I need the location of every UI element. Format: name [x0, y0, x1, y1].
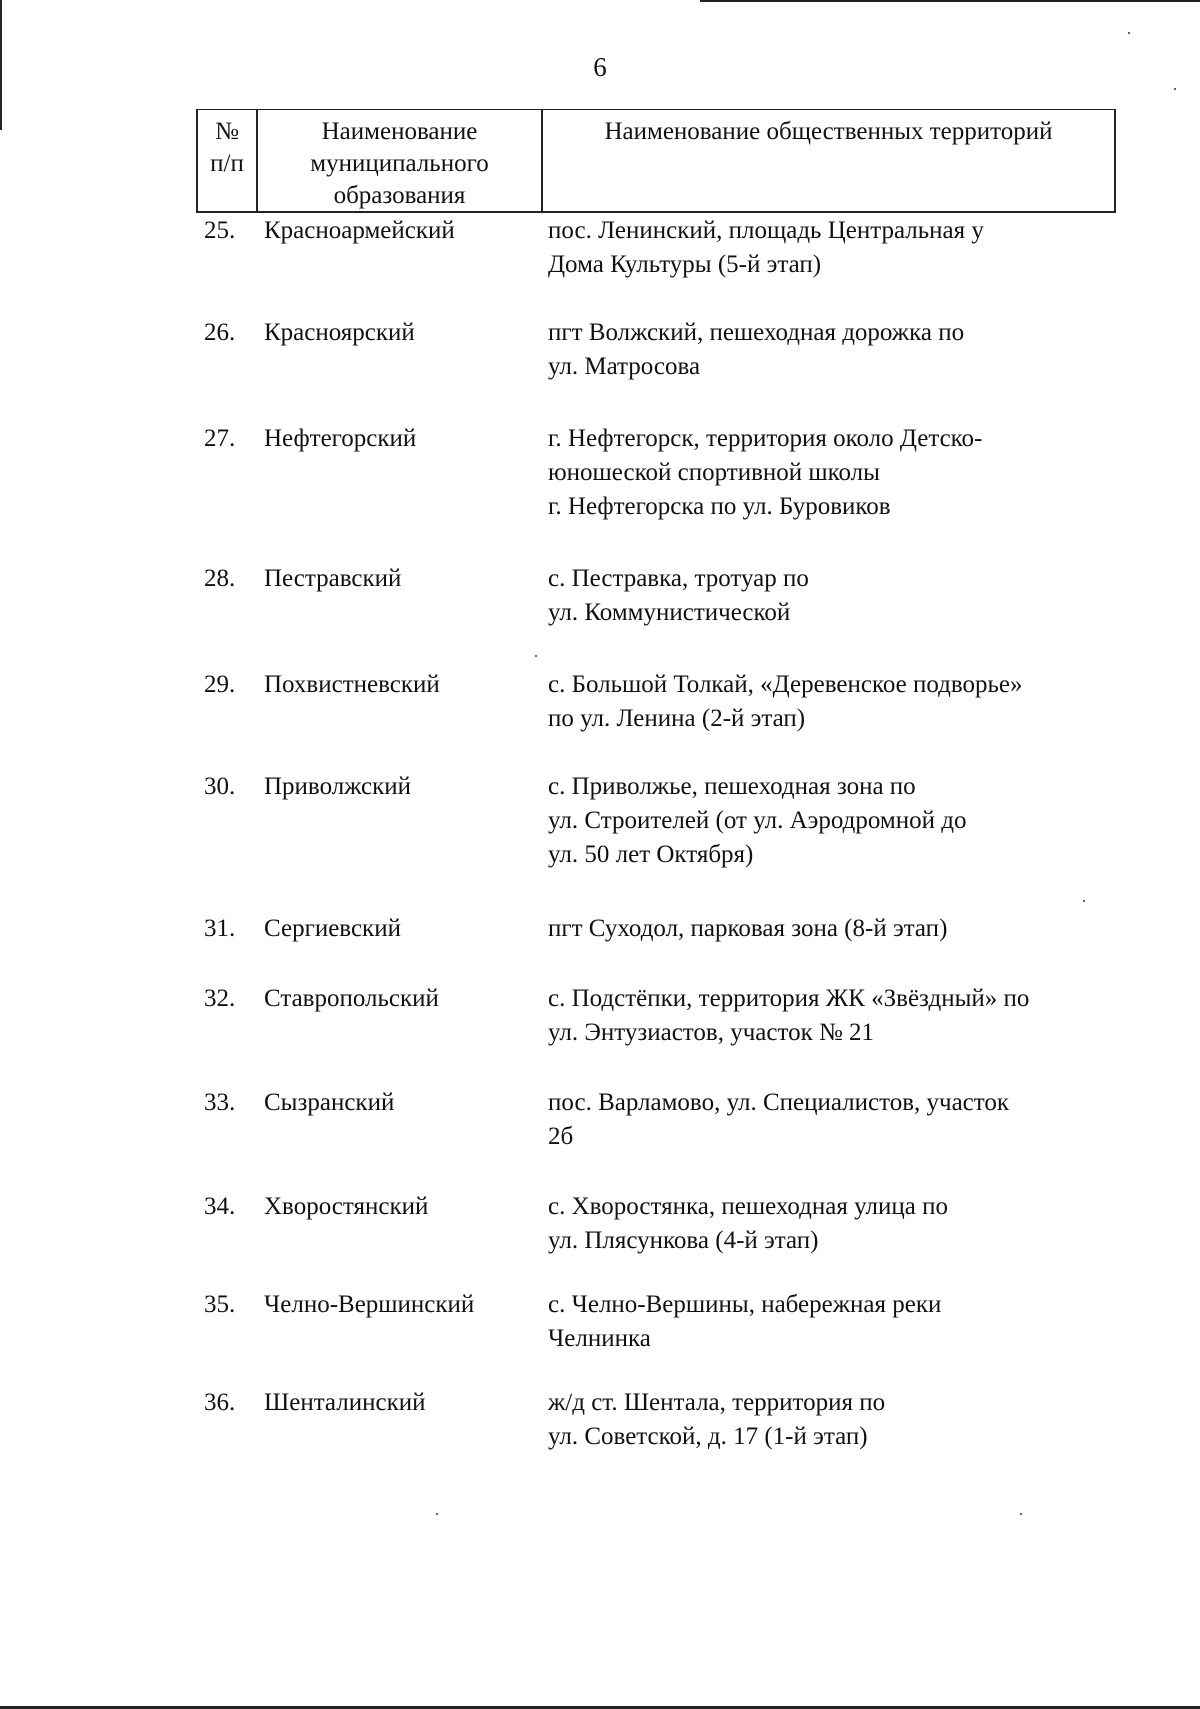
scan-speck [1128, 32, 1130, 34]
row-municipality: Шенталинский [264, 1389, 426, 1416]
territory-line: пос. Варламово, ул. Специалистов, участок [548, 1089, 1010, 1116]
territory-line: ул. Плясункова (4-й этап) [548, 1227, 819, 1254]
header-municipality-line: муниципального [310, 150, 489, 177]
row-territory [548, 1288, 1128, 1356]
header-number [198, 110, 258, 211]
scan-speck [1020, 1513, 1022, 1515]
row-municipality: Челно-Вершинский [264, 1291, 475, 1318]
territory-line: с. Большой Толкай, «Деревенское подворье» [548, 671, 1023, 698]
row-number: 31. [204, 915, 236, 942]
territory-line: г. Нефтегорск, территория около Детско- [548, 425, 983, 452]
row-number: 26. [204, 319, 236, 346]
table-header [196, 109, 1116, 213]
territory-line: с. Пестравка, тротуар по [548, 565, 809, 592]
row-territory [548, 422, 1128, 524]
row-municipality: Ставропольский [264, 985, 439, 1012]
row-number: 28. [204, 565, 236, 592]
territory-line: с. Подстёпки, территория ЖК «Звёздный» по [548, 985, 1030, 1012]
row-territory [548, 1190, 1128, 1258]
territory-line: юношеской спортивной школы [548, 459, 880, 486]
territory-line: с. Челно-Вершины, набережная реки [548, 1291, 942, 1318]
row-municipality: Красноярский [264, 319, 415, 346]
header-municipality-line: образования [333, 182, 466, 209]
territory-line: пос. Ленинский, площадь Центральная у [548, 217, 984, 244]
row-municipality: Пестравский [264, 565, 402, 592]
territory-line: Челнинка [548, 1325, 651, 1352]
row-municipality: Похвистневский [264, 671, 440, 698]
scan-speck [1083, 900, 1085, 902]
row-number: 33. [204, 1089, 236, 1116]
header-territories-label: Наименование общественных территорий [604, 118, 1053, 145]
row-municipality: Хворостянский [264, 1193, 429, 1220]
row-number: 32. [204, 985, 236, 1012]
scan-edge-top [700, 0, 1200, 2]
territory-line: ул. Советской, д. 17 (1-й этап) [548, 1423, 868, 1450]
territory-line: ул. Строителей (от ул. Аэродромной до [548, 807, 967, 834]
territory-line: пгт Суходол, парковая зона (8-й этап) [548, 915, 948, 942]
header-territories [543, 110, 1114, 211]
row-territory [548, 668, 1128, 736]
territory-line: Дома Культуры (5-й этап) [548, 251, 822, 278]
territory-line: по ул. Ленина (2-й этап) [548, 705, 806, 732]
row-territory [548, 214, 1128, 282]
territory-line: г. Нефтегорска по ул. Буровиков [548, 493, 891, 520]
row-territory [548, 1386, 1128, 1454]
row-territory [548, 982, 1128, 1050]
row-municipality: Нефтегорский [264, 425, 417, 452]
header-municipality-line: Наименование [321, 118, 478, 145]
territory-line: с. Приволжье, пешеходная зона по [548, 773, 916, 800]
territory-line: ул. Коммунистической [548, 599, 791, 626]
scan-speck [535, 655, 537, 657]
territory-line: 2б [548, 1123, 574, 1150]
row-municipality: Красноармейский [264, 217, 455, 244]
row-number: 29. [204, 671, 236, 698]
territory-line: ул. Матросова [548, 353, 701, 380]
row-number: 35. [204, 1291, 236, 1318]
page-number: 6 [593, 52, 607, 82]
row-municipality: Сергиевский [264, 915, 401, 942]
header-number-line: п/п [210, 150, 244, 177]
row-number: 34. [204, 1193, 236, 1220]
territory-line: ж/д ст. Шентала, территория по [548, 1389, 886, 1416]
row-territory [548, 562, 1128, 630]
row-territory [548, 770, 1128, 872]
territory-line: пгт Волжский, пешеходная дорожка по [548, 319, 965, 346]
scan-speck [436, 1513, 438, 1515]
row-territory [548, 316, 1128, 384]
row-territory [548, 1086, 1128, 1154]
row-number: 27. [204, 425, 236, 452]
row-territory [548, 912, 1128, 946]
row-number: 36. [204, 1389, 236, 1416]
row-number: 25. [204, 217, 236, 244]
territory-line: с. Хворостянка, пешеходная улица по [548, 1193, 948, 1220]
row-municipality: Сызранский [264, 1089, 395, 1116]
row-number: 30. [204, 773, 236, 800]
scan-speck [1174, 88, 1176, 90]
row-municipality: Приволжский [264, 773, 412, 800]
territory-line: ул. 50 лет Октября) [548, 841, 754, 868]
header-municipality [258, 110, 543, 211]
header-number-line: № [215, 118, 239, 145]
territory-line: ул. Энтузиастов, участок № 21 [548, 1019, 875, 1046]
